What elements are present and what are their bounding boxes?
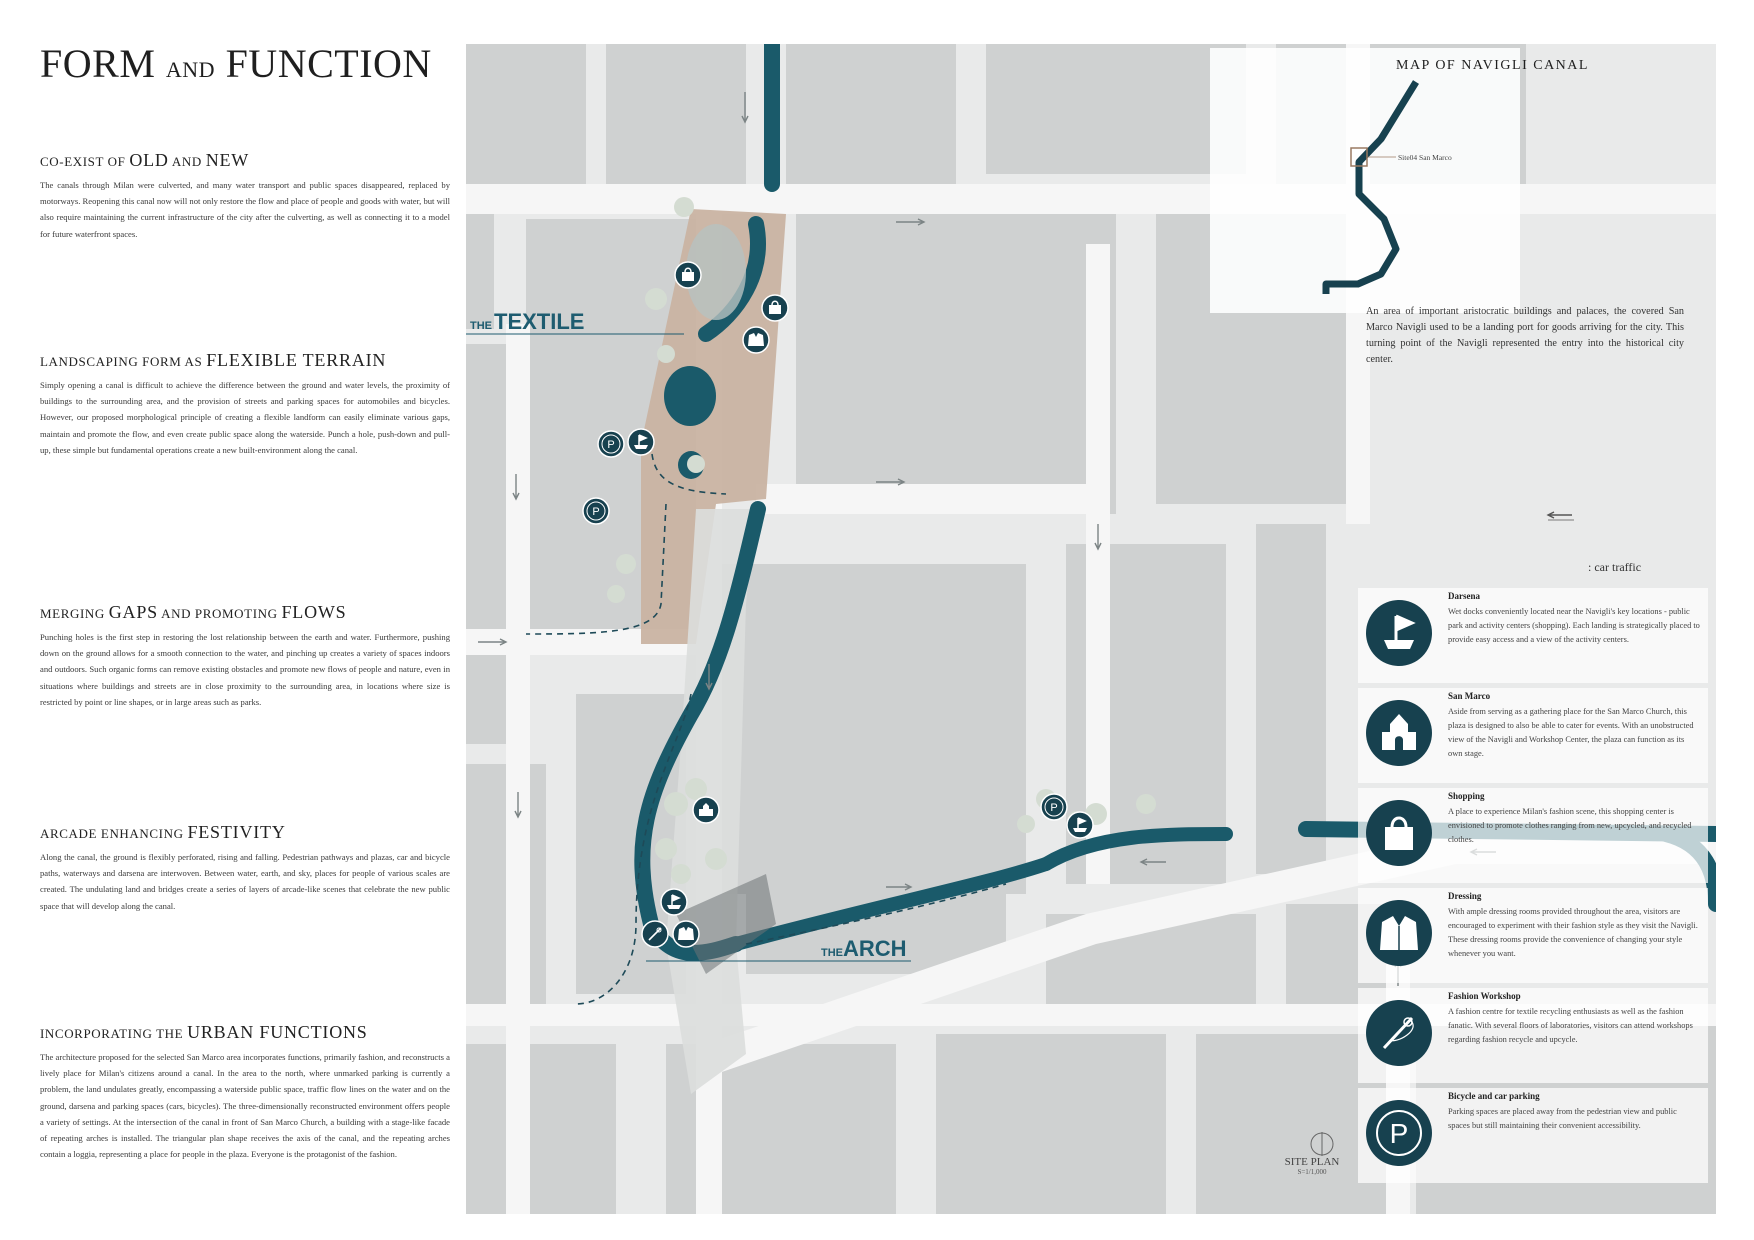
legend-title: Fashion Workshop xyxy=(1448,991,1521,1001)
label-textile-small: THE xyxy=(470,320,492,332)
section-flexible-terrain xyxy=(40,350,450,458)
legend-desc: With ample dressing rooms provided throughout the area, visitors are encouraged to experiment with their fashion style as they visit the Navigli. These dressing rooms provide the convenience of changing your style whenever you want. xyxy=(1448,907,1698,958)
tree xyxy=(674,197,694,217)
block xyxy=(466,344,506,744)
block xyxy=(466,209,494,329)
tree xyxy=(687,455,705,473)
section-body: Along the canal, the ground is flexibly perforated, rising and falling. Pedestrian pathways and plazas, car and bicycle paths, waterways and darsena are interwoven. Between water, earth, and sky, places for people of various scales are created. The undulating land and bridges create a series of layers of arcade-like scenes that celebrate the new public space that will develop along the canal. xyxy=(40,852,450,911)
tree xyxy=(607,585,625,603)
tree xyxy=(664,792,688,816)
tree xyxy=(655,838,677,860)
block xyxy=(796,214,1116,514)
label-textile-big: TEXTILE xyxy=(494,309,585,334)
tree xyxy=(657,345,675,363)
block xyxy=(466,1044,616,1214)
tree xyxy=(1136,794,1156,814)
section-body: The architecture proposed for the selected San Marco area incorporates functions, primarily fashion, and reconstructs a lively place for Milan's citizens around a canal. In the area to the north, where unmarked parking is currently a problem, the land undulates greatly, encompassing a waterside public space, traffic flow lines on the water and on the ground, darsena and parking spaces (cars, bicycles). The three-dimensionally reconstructed environment offers people a variety of settings. At the intersection of the canal in front of San Marco Church, a building with a stage-like facade of repeating arches is installed. The triangular plan shape receives the axis of the canal, and the repeating arches contain a loggia, representing a place for people in the plaza. Everyone is the protagonist of the fashion. xyxy=(40,1052,450,1160)
legend-desc: A place to experience Milan's fashion scene, this shopping center is envisioned to promote clothes ranging from new, upcycled, and recycled clothes. xyxy=(1448,807,1692,844)
boat-flag-icon xyxy=(661,889,687,915)
inset-map-title: MAP OF NAVIGLI CANAL xyxy=(1396,58,1589,73)
needle-thread-icon xyxy=(642,921,668,947)
legend-item-san-marco xyxy=(1358,688,1708,783)
shopping-bag-icon xyxy=(1366,800,1432,866)
legend-title: San Marco xyxy=(1448,691,1491,701)
label-arch-big: ARCH xyxy=(843,936,907,961)
block xyxy=(936,1034,1166,1214)
shopping-bag-icon xyxy=(675,262,701,288)
parking-icon xyxy=(1366,1100,1432,1166)
block xyxy=(716,564,1026,894)
road xyxy=(1086,244,1110,884)
site-marker-label: Site04 San Marco xyxy=(1398,153,1452,162)
needle-thread-icon xyxy=(1366,1000,1432,1066)
site-plan-caption xyxy=(1272,1156,1352,1176)
legend-item-darsena xyxy=(1358,588,1708,683)
block xyxy=(786,44,956,194)
site-plan-scale: S=1/1,000 xyxy=(1297,1168,1327,1176)
legend-desc: Aside from serving as a gathering place for the San Marco Church, this plaza is designed to also be able to cater for events. With an unobstructed view of the Navigli and Workshop Center, the plaza can function as its own stage. xyxy=(1448,707,1694,758)
section-festivity xyxy=(40,822,450,914)
boat-flag-icon xyxy=(628,429,654,455)
legend-desc: A fashion centre for textile recycling enthusiasts as well as the fashion fanatic. With several floors of laboratories, visitors can attend workshops regarding fashion recycle and upcycle. xyxy=(1448,1007,1693,1044)
jacket-icon xyxy=(673,921,699,947)
section-heading: LANDSCAPING FORM AS FLEXIBLE TERRAIN xyxy=(40,350,387,370)
legend-item-shopping xyxy=(1358,788,1708,883)
legend-item-dressing xyxy=(1358,888,1708,983)
parking-icon xyxy=(1041,794,1067,820)
traffic-legend-arrow xyxy=(1548,512,1572,518)
text-column xyxy=(40,40,450,1220)
site-plan-title: SITE PLAN xyxy=(1284,1156,1340,1168)
section-body: The canals through Milan were culverted, and many water transport and public spaces disappeared, replaced by motorways. Reopening this canal now will not only restore the flow and place of people and goods with water, but will also require maintaining the current infrastructure of the city after the culverting, as well as connecting it to a model for future waterfront spaces. xyxy=(40,180,450,239)
canal-hole xyxy=(664,366,716,426)
page-title: FORM AND FUNCTION xyxy=(40,41,432,86)
parking-icon xyxy=(598,431,624,457)
inset-backdrop xyxy=(1210,48,1520,313)
section-gaps-flows xyxy=(40,602,450,710)
svg-text:P: P xyxy=(1389,1118,1409,1149)
section-body: Simply opening a canal is difficult to achieve the difference between the ground and water levels, the proximity of buildings to the surrounding area, and the provision of streets and parking spaces for automobiles and bicycles. However, our proposed morphological principle of creating a flexible landform can easily eliminate various gaps, maintain and promote the flow, and even create public space along the waterside. Punch a hole, push-down and pull-up, these simple but fundamental operations create a new built-environment along the canal. xyxy=(40,380,450,455)
section-heading: CO-EXIST OF OLD AND NEW xyxy=(40,150,250,170)
section-heading: MERGING GAPS AND PROMOTING FLOWS xyxy=(40,602,347,622)
jacket-icon xyxy=(743,327,769,353)
boat-flag-icon xyxy=(1366,600,1432,666)
legend-item-fashion-workshop xyxy=(1358,988,1708,1083)
tree xyxy=(1017,815,1035,833)
legend-item-parking xyxy=(1358,1088,1708,1183)
traffic-legend-label: : car traffic xyxy=(1588,560,1642,574)
section-old-new xyxy=(40,150,450,242)
legend-title: Dressing xyxy=(1448,891,1482,901)
section-heading: INCORPORATING THE URBAN FUNCTIONS xyxy=(40,1022,368,1042)
section-urban-functions xyxy=(40,1022,450,1162)
tree xyxy=(671,864,691,884)
svg-text:P: P xyxy=(592,506,600,518)
block xyxy=(986,44,1246,174)
legend-desc: Wet docks conveniently located near the Navigli's key locations - public park and activity centers (shopping). Each landing is strategically placed to provide easy access and a view of the activity centers. xyxy=(1448,607,1700,644)
tree xyxy=(645,288,667,310)
legend-title: Shopping xyxy=(1448,791,1485,801)
road xyxy=(466,184,1716,214)
shopping-bag-icon xyxy=(762,295,788,321)
tree xyxy=(616,554,636,574)
section-heading: ARCADE ENHANCING FESTIVITY xyxy=(40,822,286,842)
church-icon xyxy=(1366,700,1432,766)
label-arch-small: THE xyxy=(821,947,843,959)
inset-description: An area of important aristocratic buildings and palaces, the covered San Marco Navigli used to be a landing port for goods arriving for the city. This turning point of the Navigli represented the entry into the historical city center. xyxy=(1366,306,1684,365)
legend-title: Bicycle and car parking xyxy=(1448,1091,1540,1101)
legend-desc: Parking spaces are placed away from the pedestrian view and public spaces but still maintaining their convenient accessibility. xyxy=(1448,1107,1677,1130)
legend-title: Darsena xyxy=(1448,591,1480,601)
jacket-icon xyxy=(1366,900,1432,966)
block xyxy=(466,44,586,184)
block xyxy=(606,44,746,194)
parking-icon xyxy=(583,498,609,524)
road xyxy=(506,324,530,1214)
svg-text:P: P xyxy=(1050,802,1058,814)
svg-text:P: P xyxy=(607,439,615,451)
tree xyxy=(705,848,727,870)
church-icon xyxy=(693,797,719,823)
section-body: Punching holes is the first step in restoring the lost relationship between the earth and water. Furthermore, pushing down on the ground allows for a smooth connection to the water, and pinching up creates a variety of spaces indoors and outdoors. Such organic forms can remove existing obstacles and promote new flows of people and nature, even in situations where buildings and streets are in close proximity to the surrounding area, in locations where size is restricted by point or line shapes, or in large areas such as parks. xyxy=(40,632,450,707)
boat-flag-icon xyxy=(1067,812,1093,838)
road xyxy=(756,484,1096,514)
